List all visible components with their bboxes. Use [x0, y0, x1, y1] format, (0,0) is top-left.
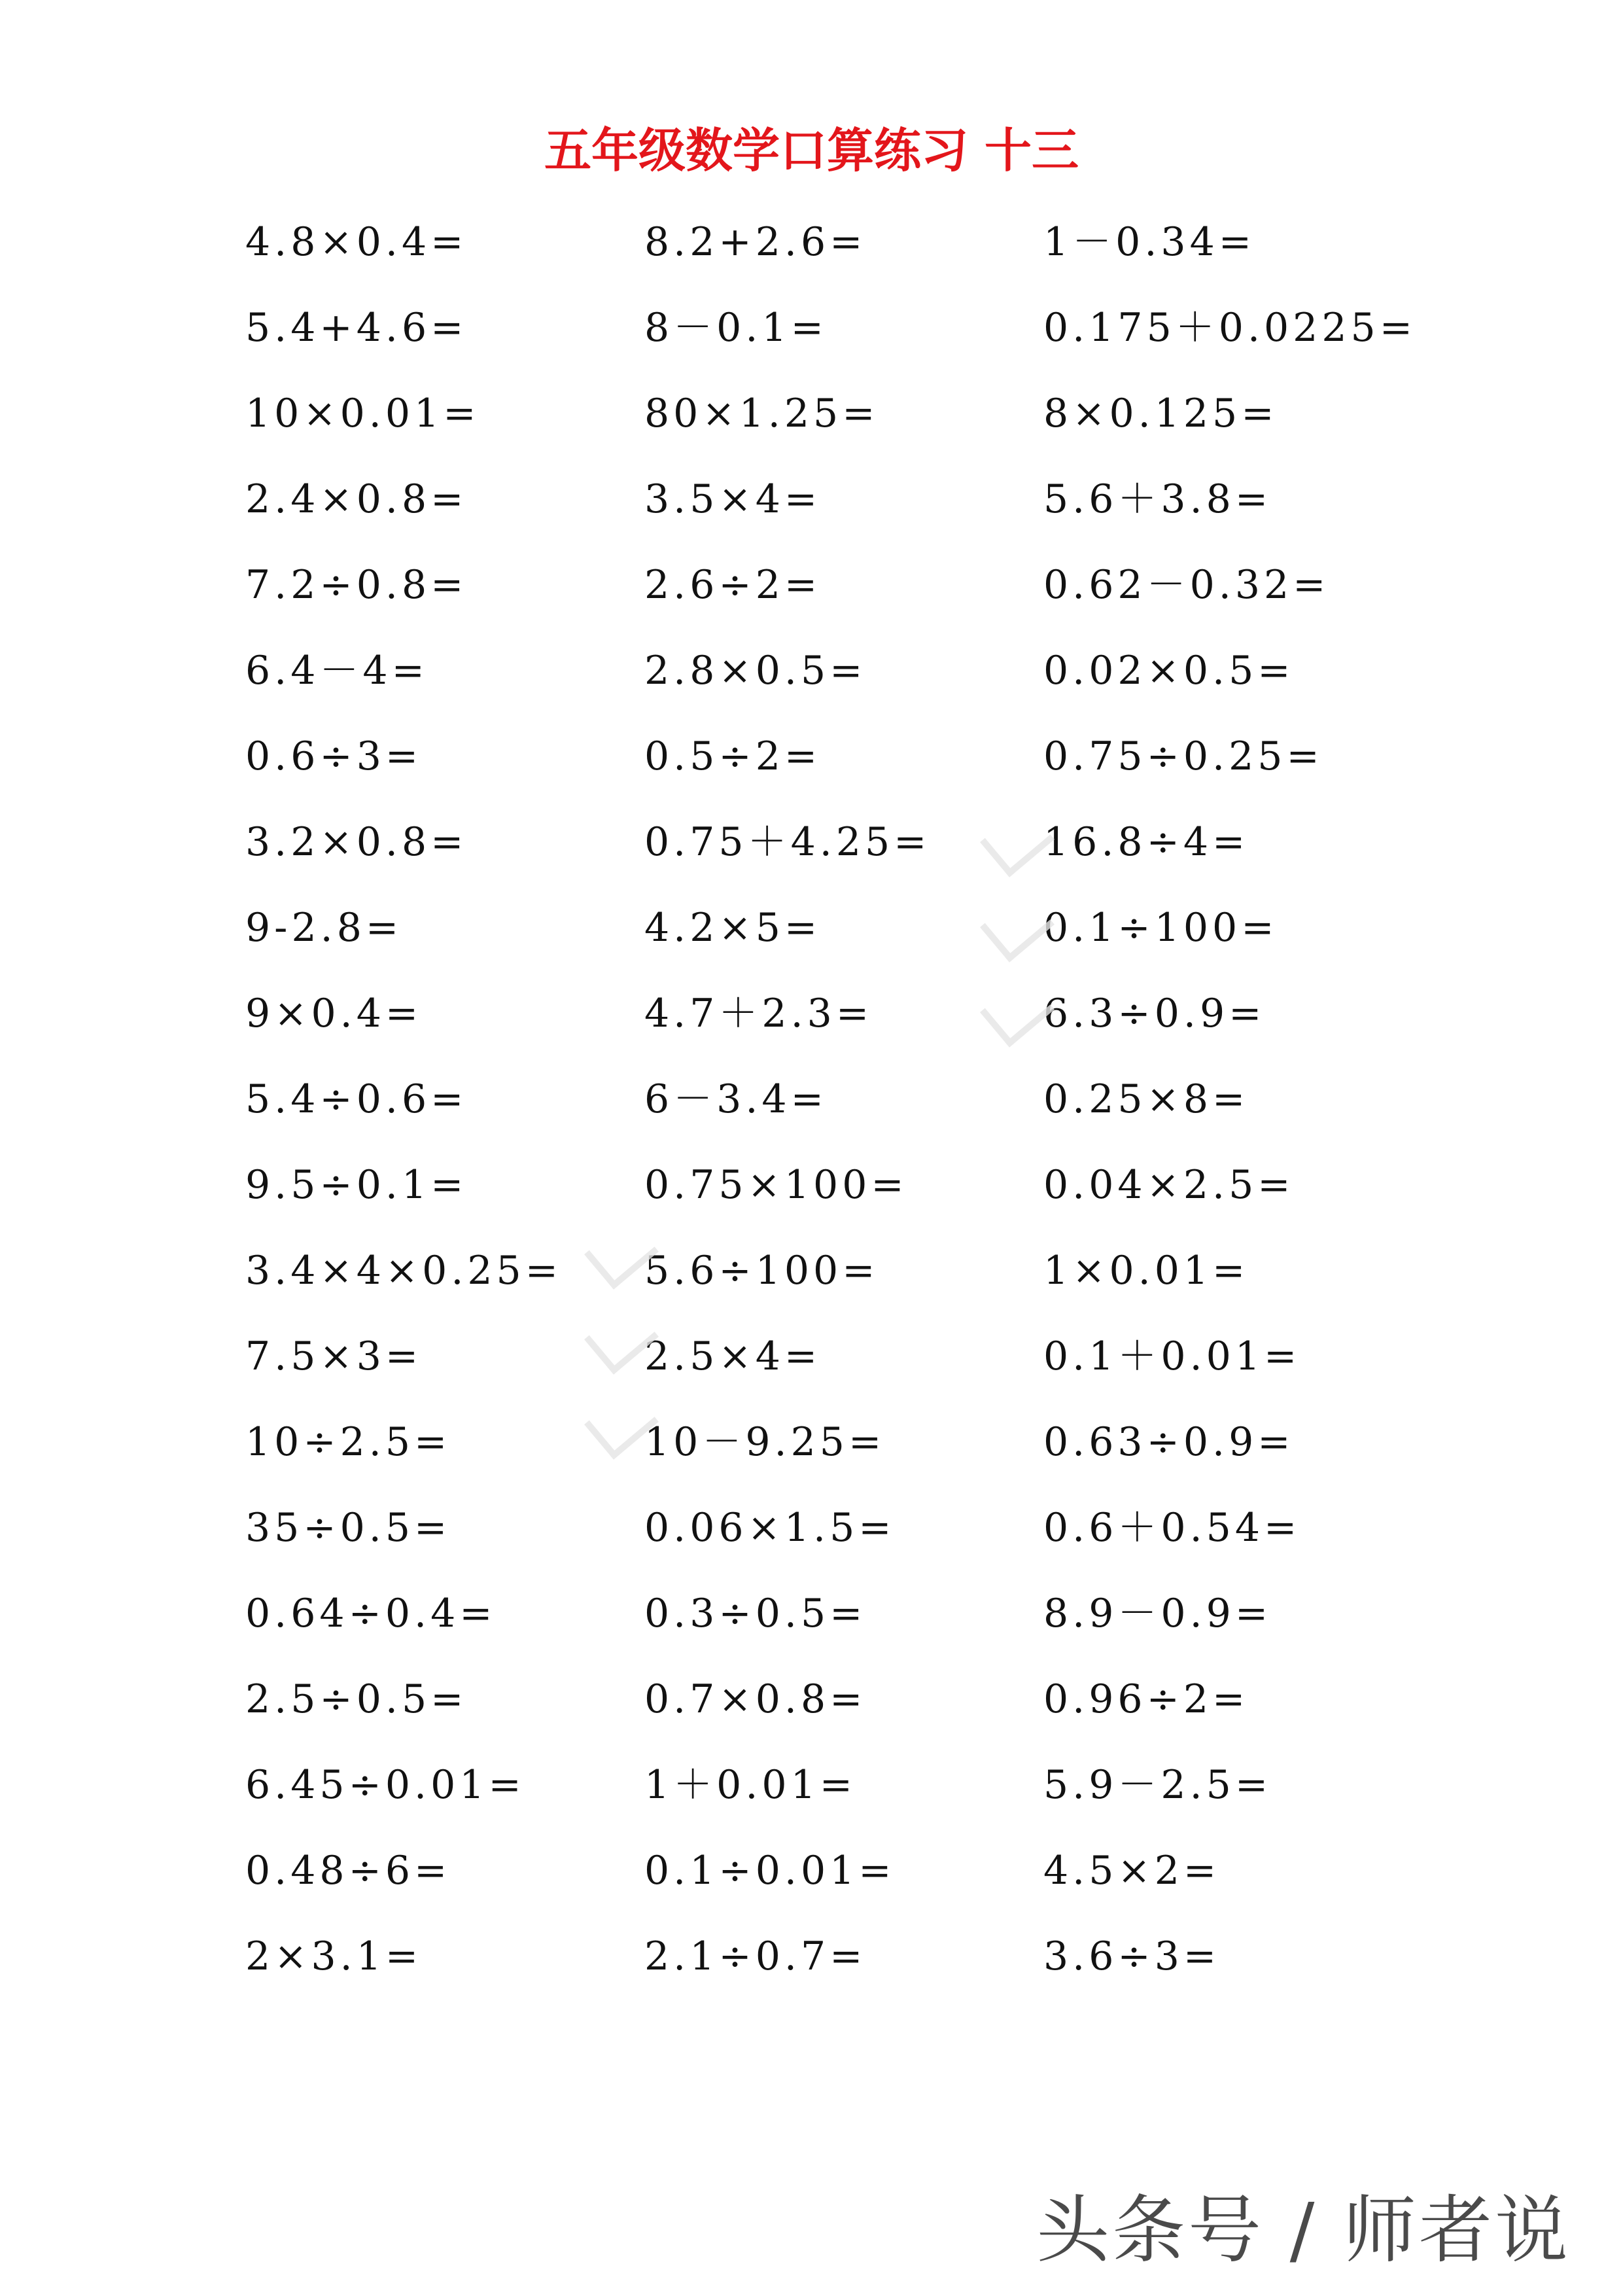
arithmetic-problem: 1×0.01=	[1043, 1248, 1249, 1294]
arithmetic-problem: 0.7×0.8=	[644, 1676, 867, 1722]
arithmetic-problem: 3.5×4=	[644, 476, 822, 522]
arithmetic-problem: 0.04×2.5=	[1043, 1162, 1295, 1208]
arithmetic-problem: 2.1÷0.7=	[644, 1934, 867, 1979]
arithmetic-problem: 0.25×8=	[1043, 1076, 1249, 1122]
arithmetic-problem: 9×0.4=	[245, 991, 423, 1036]
arithmetic-problem: 7.2÷0.8=	[245, 562, 468, 608]
problem-grid	[245, 209, 1488, 2009]
arithmetic-problem: 0.02×0.5=	[1043, 648, 1295, 694]
arithmetic-problem: 0.5÷2=	[644, 733, 822, 779]
arithmetic-problem: 8.9－0.9=	[1043, 1591, 1272, 1636]
arithmetic-problem: 6.45÷0.01=	[245, 1762, 525, 1808]
arithmetic-problem: 0.62－0.32=	[1043, 562, 1330, 608]
arithmetic-problem: 0.64÷0.4=	[245, 1591, 497, 1636]
page-title: 五年级数学口算练习 十三	[544, 123, 1079, 178]
arithmetic-problem: 0.96÷2=	[1043, 1676, 1249, 1722]
arithmetic-problem: 5.6÷100=	[644, 1248, 879, 1294]
arithmetic-problem: 5.4+4.6=	[245, 305, 468, 351]
arithmetic-problem: 4.2×5=	[644, 905, 822, 951]
arithmetic-problem: 9.5÷0.1=	[245, 1162, 468, 1208]
arithmetic-problem: 3.2×0.8=	[245, 819, 468, 865]
arithmetic-problem: 1＋0.01=	[644, 1762, 857, 1808]
arithmetic-problem: 5.9－2.5=	[1043, 1762, 1272, 1808]
arithmetic-problem: 0.75×100=	[644, 1162, 908, 1208]
arithmetic-problem: 0.1÷0.01=	[644, 1848, 896, 1894]
arithmetic-problem: 6.4－4=	[245, 648, 428, 694]
arithmetic-problem: 7.5×3=	[245, 1333, 423, 1379]
arithmetic-problem: 3.4×4×0.25=	[245, 1248, 563, 1294]
arithmetic-problem: 9-2.8=	[245, 905, 403, 951]
arithmetic-problem: 0.75÷0.25=	[1043, 733, 1323, 779]
arithmetic-problem: 35÷0.5=	[245, 1505, 451, 1551]
arithmetic-problem: 10×0.01=	[245, 391, 480, 436]
arithmetic-problem: 0.6÷3=	[245, 733, 423, 779]
arithmetic-problem: 4.8×0.4=	[245, 219, 468, 265]
arithmetic-problem: 8.2+2.6=	[644, 219, 867, 265]
arithmetic-problem: 5.4÷0.6=	[245, 1076, 468, 1122]
arithmetic-problem: 10÷2.5=	[245, 1419, 451, 1465]
arithmetic-problem: 5.6＋3.8=	[1043, 476, 1272, 522]
arithmetic-problem: 0.1÷100=	[1043, 905, 1278, 951]
arithmetic-problem: 10－9.25=	[644, 1419, 886, 1465]
arithmetic-problem: 2.5×4=	[644, 1333, 822, 1379]
arithmetic-problem: 0.75＋4.25=	[644, 819, 931, 865]
arithmetic-problem: 2×3.1=	[245, 1934, 423, 1979]
arithmetic-problem: 2.4×0.8=	[245, 476, 468, 522]
arithmetic-problem: 1－0.34=	[1043, 219, 1256, 265]
arithmetic-problem: 6－3.4=	[644, 1076, 828, 1122]
arithmetic-problem: 0.63÷0.9=	[1043, 1419, 1295, 1465]
arithmetic-problem: 8－0.1=	[644, 305, 828, 351]
arithmetic-problem: 4.7＋2.3=	[644, 991, 873, 1036]
arithmetic-problem: 8×0.125=	[1043, 391, 1278, 436]
arithmetic-problem: 3.6÷3=	[1043, 1934, 1221, 1979]
arithmetic-problem: 0.175＋0.0225=	[1043, 305, 1416, 351]
arithmetic-problem: 0.6＋0.54=	[1043, 1505, 1301, 1551]
arithmetic-problem: 2.6÷2=	[644, 562, 822, 608]
arithmetic-problem: 0.3÷0.5=	[644, 1591, 867, 1636]
arithmetic-problem: 2.5÷0.5=	[245, 1676, 468, 1722]
arithmetic-problem: 6.3÷0.9=	[1043, 991, 1266, 1036]
arithmetic-problem: 4.5×2=	[1043, 1848, 1221, 1894]
arithmetic-problem: 80×1.25=	[644, 391, 879, 436]
arithmetic-problem: 2.8×0.5=	[644, 648, 867, 694]
arithmetic-problem: 0.48÷6=	[245, 1848, 451, 1894]
arithmetic-problem: 0.06×1.5=	[644, 1505, 896, 1551]
watermark-text: 头条号 / 师者说	[1036, 2188, 1571, 2273]
arithmetic-problem: 16.8÷4=	[1043, 819, 1249, 865]
arithmetic-problem: 0.1＋0.01=	[1043, 1333, 1301, 1379]
